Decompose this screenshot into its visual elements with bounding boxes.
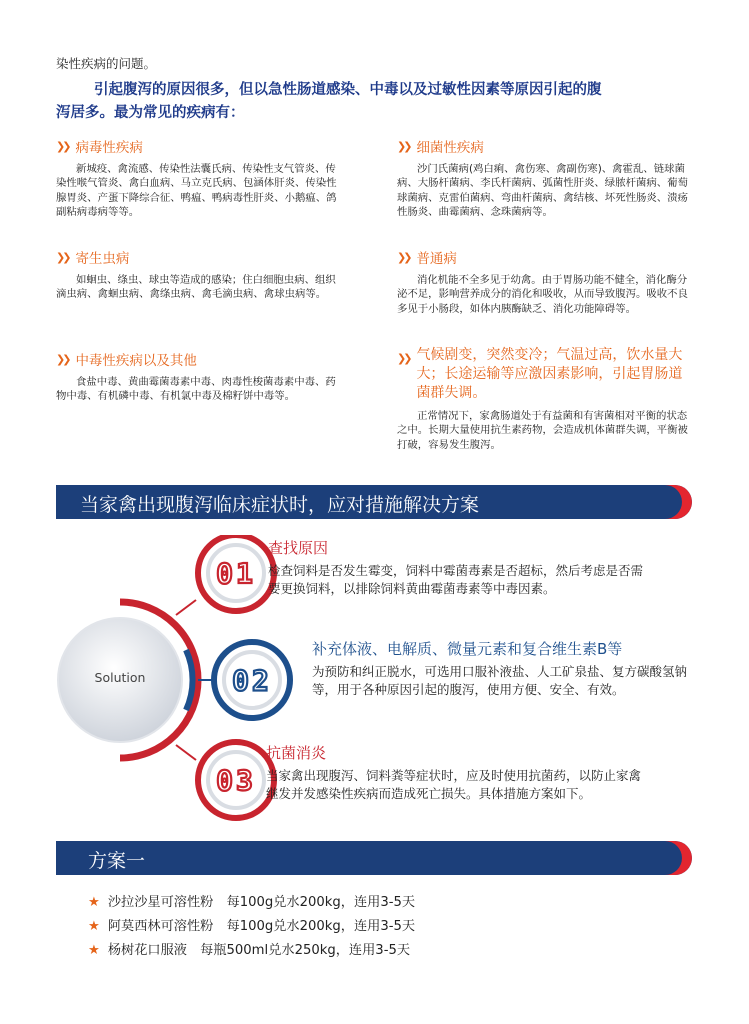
category-body: 沙门氏菌病(鸡白痢、禽伤寒、禽副伤寒)、禽霍乱、链球菌病、大肠杆菌病、李氏杆菌病、弧菌性肝炎、绿脓杆菌病、葡萄球菌病、克雷伯菌病、弯曲杆菌病、禽结核、坏死性肠炎、溃疡性肠炎、曲霉菌病、念珠菌病等。 [397,163,688,218]
banner-accent-inner [642,485,682,519]
category-title: 病毒性疾病 [75,140,143,156]
step-body: 检查饲料是否发生霉变，饲料中霉菌毒素是否超标，然后考虑是否需要更换饲料，以排除饲料黄曲霉菌毒素等中毒因素。 [268,563,644,596]
chevron-right-icon: ❯❯ [56,250,69,264]
category-poisoning [56,349,346,404]
category-title: 细菌性疾病 [416,140,484,156]
category-title: 普通病 [416,251,457,267]
list-item [88,915,415,939]
step-title: 抗菌消炎 [266,744,327,762]
category-body: 正常情况下，家禽肠道处于有益菌和有害菌相对平衡的状态之中。长期大量使用抗生素药物，会造成机体菌群失调，平衡被打破，容易发生腹泻。 [397,410,688,451]
category-body: 消化机能不全多见于幼禽。由于胃肠功能不健全，消化酶分泌不足，影响营养成分的消化和吸收，从而导致腹泻。吸收不良多见于小肠段，如体内胰酶缺乏、消化功能障碍等。 [397,274,688,315]
plan-item-text: 沙拉沙星可溶性粉 每100g兑水200kg，连用3-5天 [107,895,416,910]
section-title: 方案一 [88,850,146,872]
category-viral [56,136,346,219]
step-body: 为预防和纠正脱水，可选用口服补液盐、人工矿泉盐、复方碳酸氢钠等，用于各种原因引起的腹泻，使用方便、安全、有效。 [312,664,688,697]
step-title: 查找原因 [268,539,329,557]
step-1 [268,537,648,597]
intro-heading-line2: 泻居多。最为常见的疾病有： [56,105,245,121]
chevron-right-icon: ❯❯ [397,250,410,264]
chevron-right-icon: ❯❯ [56,139,69,153]
category-parasitic [56,247,346,302]
chevron-right-icon: ❯❯ [397,352,410,365]
category-title: 气候剧变，突然变冷；气温过高，饮水量大大；长途运输等应激因素影响，引起胃肠道菌群失调。 [416,347,683,401]
chevron-right-icon: ❯❯ [397,139,410,153]
solution-label: Solution [94,670,146,685]
connector-3 [176,745,196,760]
category-body: 如蛔虫、绦虫、球虫等造成的感染；住白细胞虫病、组织滴虫病、禽蛔虫病、禽绦虫病、禽毛滴虫病、禽球虫病等。 [56,274,336,301]
step-2 [312,638,692,698]
plan-list [88,891,415,963]
category-bacterial [397,136,691,219]
plan-item-text: 阿莫西林可溶性粉 每100g兑水200kg，连用3-5天 [107,919,416,934]
star-icon: ★ [88,919,100,934]
step-title: 补充体液、电解质、微量元素和复合维生素B等 [312,640,623,658]
list-item [88,939,415,963]
category-body: 食盐中毒、黄曲霉菌毒素中毒、肉毒性梭菌毒素中毒、药物中毒、有机磷中毒、有机氯中毒及棉籽饼中毒等。 [56,376,336,403]
intro-heading-line1: 引起腹泻的原因很多，但以急性肠道感染、中毒以及过敏性因素等原因引起的腹 [94,82,602,98]
arc-blue [186,650,193,710]
star-icon: ★ [88,895,100,910]
section-banner-plan [56,841,692,875]
banner-accent-inner [642,841,682,875]
badge-03-number: 03 [216,764,256,797]
category-stress [397,346,691,452]
star-icon: ★ [88,943,100,958]
step-3 [266,742,646,802]
section-banner-solutions [56,485,692,519]
badge-02-number: 02 [232,664,272,697]
category-title: 中毒性疾病以及其他 [75,353,197,369]
category-general [397,247,691,316]
plan-item-text: 杨树花口服液 每瓶500ml兑水250kg，连用3-5天 [107,943,411,958]
category-body: 新城疫、禽流感、传染性法囊氏病、传染性支气管炎、传染性喉气管炎、禽白血病、马立克氏病、包涵体肝炎、传染性腺胃炎、产蛋下降综合征、鸭瘟、鸭病毒性肝炎、小鹅瘟、鸽副粘病毒病等等。 [56,163,337,218]
intro-text: 染性疾病的问题。 [56,56,157,71]
connector-1 [176,600,196,615]
step-body: 当家禽出现腹泻、饲料粪等症状时，应及时使用抗菌药，以防止家禽继发并发感染性疾病而造成死亡损失。具体措施方案如下。 [266,768,642,801]
section-title: 当家禽出现腹泻临床症状时，应对措施解决方案 [80,494,480,516]
badge-01-number: 01 [216,557,256,590]
intro-heading [56,79,696,125]
chevron-right-icon: ❯❯ [56,352,69,366]
category-title: 寄生虫病 [75,251,130,267]
list-item [88,891,415,915]
